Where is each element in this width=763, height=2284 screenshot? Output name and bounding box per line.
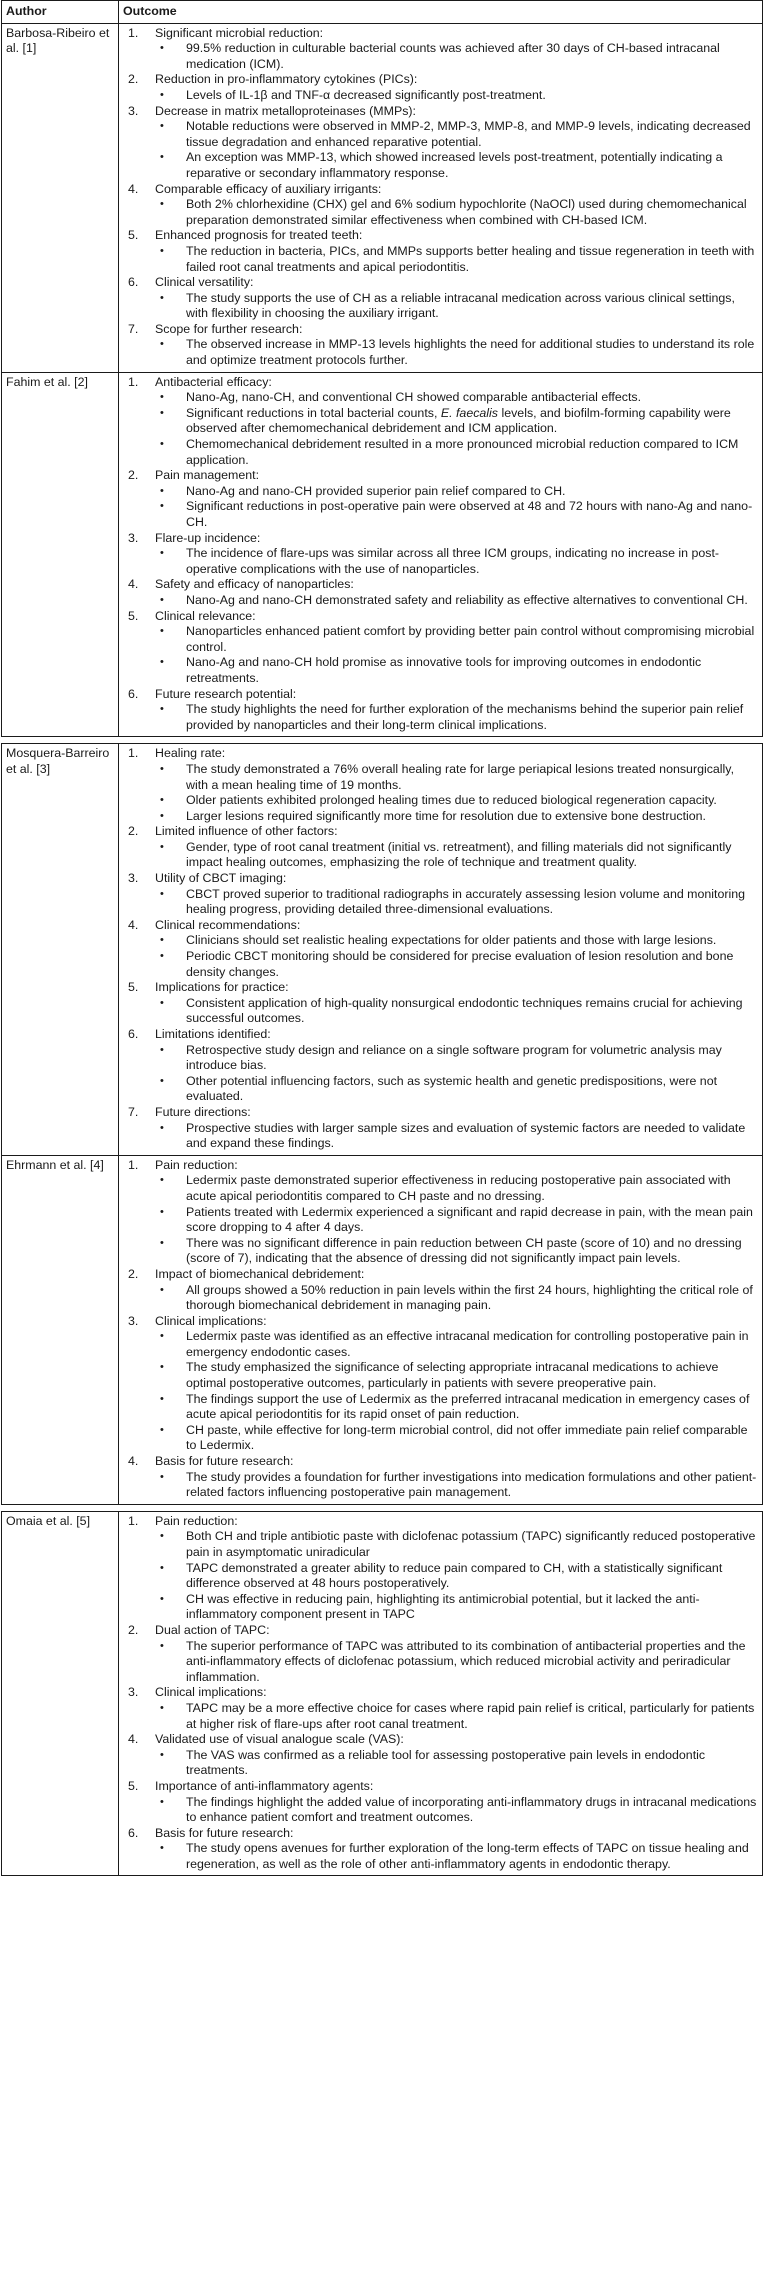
outcome-title: Impact of biomechanical debridement: [155, 1266, 365, 1281]
author-cell: Mosquera-Barreiro et al. [3] [2, 744, 119, 1155]
outcome-number: 4. [128, 917, 139, 932]
finding-item [155, 1748, 758, 1779]
outcome-item [123, 824, 758, 871]
finding-item [155, 1074, 758, 1105]
table-row [2, 1511, 763, 1876]
bullet-icon: • [160, 338, 164, 351]
outcome-title: Implications for practice: [155, 980, 289, 995]
finding-text: CH was effective in reducing pain, highlighting its antimicrobial potential, but it lacked the anti-inflammatory component present in TAPC [186, 1591, 700, 1622]
finding-item [155, 1392, 758, 1423]
finding-list [155, 1173, 758, 1267]
finding-item [155, 762, 758, 793]
bullet-icon: • [160, 1236, 164, 1249]
bullet-icon: • [160, 1748, 164, 1761]
finding-text: The findings support the use of Ledermix as the preferred intracanal medication in emergency cases of acute apical periodontitis for its rapid onset of pain reduction. [186, 1391, 750, 1422]
outcome-title: Clinical relevance: [155, 608, 256, 623]
outcome-number: 5. [128, 228, 139, 243]
finding-list [155, 624, 758, 686]
outcome-title: Future directions: [155, 1104, 251, 1119]
bullet-icon: • [160, 593, 164, 606]
finding-text: There was no significant difference in pain reduction between CH paste (score of 10) and no dressing (score of 7), indicating that the absence of dressing did not significantly impact pain levels. [186, 1235, 742, 1266]
page-break-gap [2, 1504, 763, 1511]
bullet-icon: • [160, 950, 164, 963]
bullet-icon: • [160, 762, 164, 775]
outcome-title: Pain management: [155, 468, 260, 483]
finding-text: Consistent application of high-quality nonsurgical endodontic techniques remains crucial for achieving successful outcomes. [186, 995, 743, 1026]
outcome-title: Utility of CBCT imaging: [155, 871, 287, 886]
finding-item [155, 291, 758, 322]
finding-list [155, 840, 758, 871]
finding-text: Significant reductions in post-operative pain were observed at 48 and 72 hours with nano-Ag and nano-CH. [186, 499, 753, 529]
finding-text: The study highlights the need for further exploration of the mechanisms behind the superior pain relief provided by nanoparticles and their long-term clinical implications. [186, 702, 744, 732]
finding-item [155, 1529, 758, 1560]
outcome-item [123, 1027, 758, 1105]
bullet-icon: • [160, 1423, 164, 1436]
finding-item [155, 1283, 758, 1314]
finding-text: The VAS was confirmed as a reliable tool for assessing postoperative pain levels in endodontic treatments. [186, 1747, 706, 1778]
header-author: Author [2, 1, 119, 24]
finding-list [155, 1795, 758, 1826]
bullet-icon: • [160, 291, 164, 304]
outcome-title: Pain reduction: [155, 1157, 238, 1172]
finding-list [155, 887, 758, 918]
bullet-icon: • [160, 656, 164, 669]
finding-text: Older patients exhibited prolonged healing times due to reduced biological regeneration capacity. [186, 793, 717, 808]
outcome-title: Pain reduction: [155, 1513, 238, 1528]
finding-item [155, 150, 758, 181]
outcome-item [123, 72, 758, 103]
outcome-number: 1. [128, 1513, 139, 1528]
finding-list [155, 244, 758, 275]
finding-text: CBCT proved superior to traditional radiographs in accurately assessing lesion volume and monitoring healing progress, providing detailed three-dimensional evaluations. [186, 886, 746, 917]
author-cell: Barbosa-Ribeiro et al. [1] [2, 23, 119, 372]
finding-item [155, 1561, 758, 1592]
finding-text: Nano-Ag, nano-CH, and conventional CH showed comparable antibacterial effects. [186, 390, 642, 405]
finding-list [155, 1329, 758, 1454]
outcome-item [123, 26, 758, 73]
finding-item [155, 390, 758, 406]
bullet-icon: • [160, 887, 164, 900]
outcome-title: Basis for future research: [155, 1825, 294, 1840]
finding-item [155, 437, 758, 468]
finding-list [155, 197, 758, 228]
outcome-number: 3. [128, 871, 139, 886]
bullet-icon: • [160, 88, 164, 101]
outcome-cell [119, 1511, 763, 1876]
outcome-title: Reduction in pro-inflammatory cytokines (PICs): [155, 72, 418, 87]
finding-list [155, 390, 758, 468]
author-cell: Fahim et al. [2] [2, 372, 119, 737]
finding-item [155, 88, 758, 104]
outcome-item [123, 1454, 758, 1501]
outcome-item [123, 322, 758, 369]
outcome-number: 7. [128, 1104, 139, 1119]
bullet-icon: • [160, 198, 164, 211]
outcome-list [123, 26, 758, 369]
outcome-cell [119, 1155, 763, 1504]
italic-species-name: E. faecalis [440, 405, 499, 420]
outcome-item [123, 687, 758, 734]
finding-text: TAPC may be a more effective choice for cases where rapid pain relief is critical, particularly for patients at higher risk of flare-ups after root canal treatment. [186, 1700, 755, 1731]
bullet-icon: • [160, 840, 164, 853]
outcome-number: 6. [128, 275, 139, 290]
outcome-number: 3. [128, 1685, 139, 1700]
table-body [2, 23, 763, 1876]
bullet-icon: • [160, 244, 164, 257]
bullet-icon: • [160, 1121, 164, 1134]
finding-list [155, 1748, 758, 1779]
outcome-title: Enhanced prognosis for treated teeth: [155, 228, 363, 243]
outcome-item [123, 1514, 758, 1623]
finding-text: Nano-Ag and nano-CH hold promise as innovative tools for improving outcomes in endodontic retreatments. [186, 655, 702, 685]
outcome-title: Dual action of TAPC: [155, 1622, 270, 1637]
finding-text: 99.5% reduction in culturable bacterial counts was achieved after 30 days of CH-based intracanal medication (ICM). [186, 41, 720, 71]
finding-text: Gender, type of root canal treatment (initial vs. retreatment), and filling materials did not significantly impact healing outcomes, emphasizing the role of technique and treatment quality. [186, 839, 732, 870]
outcome-item [123, 1158, 758, 1267]
outcome-number: 4. [128, 577, 139, 592]
finding-list [155, 291, 758, 322]
outcome-item [123, 980, 758, 1027]
bullet-icon: • [160, 996, 164, 1009]
finding-list [155, 88, 758, 104]
outcome-title: Validated use of visual analogue scale (VAS): [155, 1732, 404, 1747]
finding-list [155, 546, 758, 577]
bullet-icon: • [160, 391, 164, 404]
outcome-title: Clinical implications: [155, 1685, 267, 1700]
outcome-number: 5. [128, 608, 139, 623]
outcome-cell [119, 744, 763, 1155]
outcome-number: 4. [128, 1732, 139, 1747]
outcome-cell [119, 372, 763, 737]
outcome-item [123, 1826, 758, 1873]
outcome-number: 5. [128, 1778, 139, 1793]
bullet-icon: • [160, 1795, 164, 1808]
finding-list [155, 1470, 758, 1501]
outcome-number: 3. [128, 530, 139, 545]
table-row [2, 23, 763, 372]
outcome-number: 1. [128, 374, 139, 389]
outcome-item [123, 531, 758, 578]
finding-text: The incidence of flare-ups was similar across all three ICM groups, indicating no increase in post-operative complications with the use of nanoparticles. [186, 546, 720, 576]
outcome-number: 6. [128, 1825, 139, 1840]
outcomes-table [1, 0, 763, 1876]
finding-text: The observed increase in MMP-13 levels highlights the need for additional studies to understand its role and optimize treatment protocols further. [186, 337, 755, 368]
page-break-gap [2, 737, 763, 744]
finding-item [155, 406, 758, 437]
finding-list [155, 1701, 758, 1732]
outcome-number: 1. [128, 746, 139, 761]
finding-item [155, 1043, 758, 1074]
outcome-item [123, 104, 758, 182]
finding-item [155, 1639, 758, 1686]
outcome-item [123, 1314, 758, 1454]
author-cell: Ehrmann et al. [4] [2, 1155, 119, 1504]
bullet-icon: • [160, 1530, 164, 1543]
bullet-icon: • [160, 1330, 164, 1343]
finding-text: Levels of IL-1β and TNF-α decreased significantly post-treatment. [186, 87, 546, 102]
finding-item [155, 499, 758, 530]
outcome-item [123, 468, 758, 530]
finding-text: Both 2% chlorhexidine (CHX) gel and 6% sodium hypochlorite (NaOCl) used during chemomechanical preparation demonstrated similar effectiveness when combined with CH-based ICM. [186, 197, 747, 227]
finding-item [155, 933, 758, 949]
bullet-icon: • [160, 120, 164, 133]
gap-cell [2, 737, 119, 744]
finding-list [155, 1121, 758, 1152]
finding-list [155, 933, 758, 980]
bullet-icon: • [160, 1205, 164, 1218]
outcome-list [123, 1514, 758, 1873]
finding-item [155, 624, 758, 655]
finding-list [155, 762, 758, 824]
table-row [2, 744, 763, 1155]
outcome-title: Comparable efficacy of auxiliary irrigants: [155, 181, 382, 196]
finding-item [155, 1701, 758, 1732]
outcome-title: Safety and efficacy of nanoparticles: [155, 577, 354, 592]
finding-text: Larger lesions required significantly more time for resolution due to extensive bone destruction. [186, 808, 706, 823]
outcome-title: Clinical versatility: [155, 275, 254, 290]
finding-text: An exception was MMP-13, which showed increased levels post-treatment, potentially indicating a reparative or secondary inflammatory response. [186, 150, 723, 180]
finding-item [155, 41, 758, 72]
outcome-title: Limitations identified: [155, 1027, 271, 1041]
finding-item [155, 1173, 758, 1204]
outcome-list [123, 746, 758, 1151]
outcome-title: Scope for further research: [155, 321, 303, 336]
finding-text: Nano-Ag and nano-CH demonstrated safety and reliability as effective alternatives to conventional CH. [186, 592, 748, 607]
table-header-row [2, 1, 763, 24]
bullet-icon: • [160, 934, 164, 947]
author-cell: Omaia et al. [5] [2, 1511, 119, 1876]
outcome-title: Future research potential: [155, 686, 297, 701]
finding-item [155, 996, 758, 1027]
outcome-item [123, 577, 758, 608]
finding-item [155, 809, 758, 825]
header-outcome: Outcome [119, 1, 763, 24]
gap-cell [2, 1504, 119, 1511]
finding-text: The superior performance of TAPC was attributed to its combination of antibacterial properties and the anti-inflammatory effects of diclofenac potassium, which reduced microbial activity and periradicular inflammation. [186, 1638, 746, 1684]
bullet-icon: • [160, 484, 164, 497]
outcome-item [123, 1685, 758, 1732]
finding-item [155, 1205, 758, 1236]
outcome-number: 4. [128, 181, 139, 196]
table-row [2, 1155, 763, 1504]
bullet-icon: • [160, 1561, 164, 1574]
finding-item [155, 1470, 758, 1501]
finding-list [155, 41, 758, 72]
outcome-item [123, 1623, 758, 1685]
outcome-list [123, 375, 758, 734]
outcome-item [123, 1267, 758, 1314]
finding-list [155, 1639, 758, 1686]
finding-text: Significant reductions in total bacterial counts, E. faecalis levels, and biofilm-forming capability were observed after chemomechanical debridement and ICM application. [186, 405, 731, 436]
finding-text: Ledermix paste demonstrated superior effectiveness in reducing postoperative pain associated with acute apical periodontitis compared to CH paste and no dressing. [186, 1173, 731, 1203]
finding-text: Ledermix paste was identified as an effective intracanal medication for controlling postoperative pain in emergency endodontic cases. [186, 1329, 749, 1359]
finding-text: Periodic CBCT monitoring should be considered for precise evaluation of lesion resolution and bone density changes. [186, 949, 734, 979]
finding-item [155, 197, 758, 228]
outcome-title: Clinical implications: [155, 1313, 267, 1328]
finding-text: All groups showed a 50% reduction in pain levels within the first 24 hours, highlighting the critical role of thorough biomechanical debridement in managing pain. [186, 1282, 753, 1313]
outcome-number: 5. [128, 980, 139, 995]
bullet-icon: • [160, 809, 164, 822]
finding-text: Other potential influencing factors, such as systemic health and genetic predispositions, were not evaluated. [186, 1073, 718, 1104]
bullet-icon: • [160, 1392, 164, 1405]
finding-item [155, 1841, 758, 1872]
finding-text: The study emphasized the significance of selecting appropriate intracanal medications to achieve optimal postoperative outcomes, particularly in patients with severe preoperative pain. [186, 1360, 719, 1391]
finding-text: The study supports the use of CH as a reliable intracanal medication across various clinical settings, with flexibility in choosing the auxiliary irrigant. [186, 290, 735, 321]
outcome-item [123, 609, 758, 687]
outcome-item [123, 375, 758, 469]
bullet-icon: • [160, 1842, 164, 1855]
finding-item [155, 887, 758, 918]
outcome-title: Limited influence of other factors: [155, 824, 338, 839]
finding-text: The study opens avenues for further exploration of the long-term effects of TAPC on tissue healing and regeneration, as well as the role of other anti-inflammatory agents in endodontic therapy. [186, 1841, 749, 1871]
outcome-number: 2. [128, 468, 139, 483]
finding-item [155, 244, 758, 275]
finding-list [155, 593, 758, 609]
outcome-number: 1. [128, 1157, 139, 1172]
bullet-icon: • [160, 547, 164, 560]
finding-text: Nano-Ag and nano-CH provided superior pain relief compared to CH. [186, 483, 566, 498]
outcome-item [123, 918, 758, 980]
bullet-icon: • [160, 625, 164, 638]
gap-cell [119, 737, 763, 744]
finding-item [155, 484, 758, 500]
bullet-icon: • [160, 794, 164, 807]
finding-item [155, 1592, 758, 1623]
finding-text: Both CH and triple antibiotic paste with diclofenac potassium (TAPC) significantly reduced postoperative pain in asymptomatic uniradicular [186, 1529, 756, 1559]
finding-text: The findings highlight the added value of incorporating anti-inflammatory drugs in intracanal medications to enhance patient comfort and treatment outcomes. [186, 1794, 757, 1825]
finding-item [155, 337, 758, 368]
finding-text: Notable reductions were observed in MMP-2, MMP-3, MMP-8, and MMP-9 levels, indicating decreased tissue degradation and enhanced reparative potential. [186, 119, 751, 149]
finding-list [155, 119, 758, 181]
bullet-icon: • [160, 1592, 164, 1605]
outcome-number: 6. [128, 1027, 139, 1041]
finding-list [155, 484, 758, 531]
outcome-item [123, 871, 758, 918]
bullet-icon: • [160, 42, 164, 55]
bullet-icon: • [160, 438, 164, 451]
outcome-number: 1. [128, 25, 139, 40]
bullet-icon: • [160, 1174, 164, 1187]
outcome-list [123, 1158, 758, 1501]
finding-item [155, 1121, 758, 1152]
finding-list [155, 1529, 758, 1623]
outcome-number: 2. [128, 1622, 139, 1637]
finding-item [155, 119, 758, 150]
finding-item [155, 702, 758, 733]
outcome-item [123, 1732, 758, 1779]
outcome-number: 3. [128, 103, 139, 118]
finding-list [155, 996, 758, 1027]
finding-text: Prospective studies with larger sample sizes and evaluation of systemic factors are needed to validate and expand these findings. [186, 1120, 746, 1151]
finding-list [155, 702, 758, 733]
bullet-icon: • [160, 1701, 164, 1714]
outcome-title: Basis for future research: [155, 1454, 294, 1469]
outcome-number: 6. [128, 686, 139, 701]
outcome-item [123, 228, 758, 275]
finding-list [155, 1043, 758, 1105]
finding-item [155, 949, 758, 980]
finding-item [155, 793, 758, 809]
bullet-icon: • [160, 1470, 164, 1483]
bullet-icon: • [160, 1361, 164, 1374]
finding-item [155, 1360, 758, 1391]
finding-text: The reduction in bacteria, PICs, and MMPs supports better healing and tissue regeneration in teeth with failed root canal treatments and apical periodontitis. [186, 243, 755, 274]
bullet-icon: • [160, 1074, 164, 1087]
bullet-icon: • [160, 1639, 164, 1652]
outcome-title: Clinical recommendations: [155, 917, 301, 932]
finding-item [155, 655, 758, 686]
finding-text: Clinicians should set realistic healing expectations for older patients and those with large lesions. [186, 933, 717, 948]
finding-item [155, 1795, 758, 1826]
finding-item [155, 840, 758, 871]
bullet-icon: • [160, 703, 164, 716]
finding-text: TAPC demonstrated a greater ability to reduce pain compared to CH, with a statistically significant difference observed at 48 hours postoperatively. [186, 1560, 723, 1591]
outcome-item [123, 1779, 758, 1826]
outcome-number: 2. [128, 1266, 139, 1281]
finding-list [155, 1841, 758, 1872]
finding-text: Chemomechanical debridement resulted in a more pronounced microbial reduction compared to ICM application. [186, 437, 739, 467]
finding-item [155, 1329, 758, 1360]
outcome-item [123, 1105, 758, 1152]
outcome-item [123, 275, 758, 322]
outcome-item [123, 182, 758, 229]
outcome-cell [119, 23, 763, 372]
outcome-title: Significant microbial reduction: [155, 25, 324, 40]
table-row [2, 372, 763, 737]
finding-text: Patients treated with Ledermix experienced a significant and rapid decrease in pain, with the mean pain score dropping to 4 after 4 days. [186, 1204, 753, 1235]
bullet-icon: • [160, 1283, 164, 1296]
finding-item [155, 546, 758, 577]
finding-text: Retrospective study design and reliance on a single software program for volumetric analysis may introduce bias. [186, 1042, 722, 1073]
bullet-icon: • [160, 500, 164, 513]
finding-list [155, 337, 758, 368]
outcome-title: Healing rate: [155, 746, 226, 761]
finding-item [155, 1423, 758, 1454]
outcome-number: 2. [128, 824, 139, 839]
finding-text: The study provides a foundation for further investigations into medication formulations and other patient-related factors influencing postoperative pain management. [186, 1469, 757, 1500]
bullet-icon: • [160, 151, 164, 164]
finding-item [155, 593, 758, 609]
outcome-title: Decrease in matrix metalloproteinases (MMPs): [155, 103, 416, 118]
outcome-item [123, 746, 758, 824]
outcome-number: 4. [128, 1454, 139, 1469]
outcome-title: Importance of anti-inflammatory agents: [155, 1778, 374, 1793]
finding-text: CH paste, while effective for long-term microbial control, did not offer immediate pain relief comparable to Ledermix. [186, 1422, 748, 1453]
bullet-icon: • [160, 406, 164, 419]
outcome-title: Flare-up incidence: [155, 530, 261, 545]
finding-item [155, 1236, 758, 1267]
bullet-icon: • [160, 1043, 164, 1056]
outcome-number: 3. [128, 1313, 139, 1328]
outcome-title: Antibacterial efficacy: [155, 374, 272, 389]
finding-list [155, 1283, 758, 1314]
finding-text: Nanoparticles enhanced patient comfort by providing better pain control without compromising microbial control. [186, 624, 755, 654]
gap-cell [119, 1504, 763, 1511]
outcome-number: 7. [128, 321, 139, 336]
finding-text: The study demonstrated a 76% overall healing rate for large periapical lesions treated nonsurgically, with a mean healing time of 19 months. [186, 761, 735, 792]
outcome-number: 2. [128, 72, 139, 87]
